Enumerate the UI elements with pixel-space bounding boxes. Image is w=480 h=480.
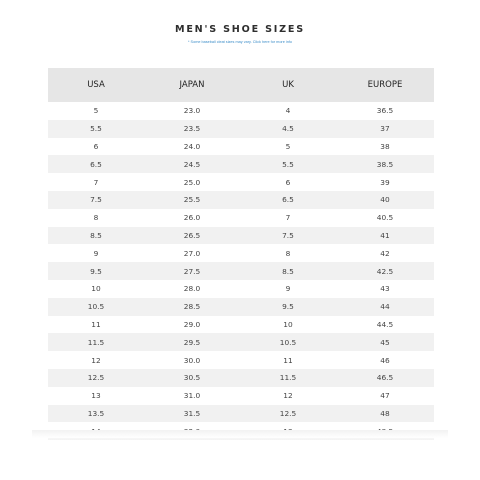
- size-chart-table: [48, 68, 434, 440]
- cell-usa: 11.5: [48, 333, 144, 351]
- cell-usa: 5.5: [48, 120, 144, 138]
- cell-europe: 40.5: [376, 213, 394, 223]
- cell-usa: 10.5: [48, 298, 144, 316]
- table-row: [48, 138, 434, 156]
- table-row: [48, 351, 434, 369]
- table-row: [48, 227, 434, 245]
- table-header: [48, 68, 434, 102]
- table-row: [48, 405, 434, 423]
- table-body: [48, 102, 434, 440]
- cell-japan: 30.5: [144, 369, 240, 387]
- cell-uk: 11: [283, 355, 293, 365]
- cell-europe: 36.5: [376, 106, 394, 116]
- cell-europe: 38: [380, 141, 390, 151]
- header-row: [48, 68, 434, 102]
- table-row: [48, 102, 434, 120]
- cell-europe: 44.5: [376, 319, 394, 329]
- cell-japan: 25.5: [144, 191, 240, 209]
- cell-japan: 28.5: [144, 298, 240, 316]
- cell-japan: 29.0: [183, 319, 201, 329]
- cell-japan: 23.5: [144, 120, 240, 138]
- table-row: [48, 262, 434, 280]
- cell-europe: 44: [336, 298, 434, 316]
- table-row: [48, 120, 434, 138]
- cell-usa: 13: [91, 391, 101, 401]
- cell-japan: 27.5: [144, 262, 240, 280]
- cell-uk: 9: [285, 284, 291, 294]
- cell-uk: 8.5: [240, 262, 336, 280]
- cell-usa: 8: [93, 213, 99, 223]
- table-row: [48, 191, 434, 209]
- cell-europe: 37: [336, 120, 434, 138]
- cell-europe: 46.5: [336, 369, 434, 387]
- page-title: MEN'S SHOE SIZES: [174, 24, 305, 35]
- cell-japan: 31.0: [183, 391, 201, 401]
- table-row: [48, 369, 434, 387]
- cell-europe: 48: [336, 405, 434, 423]
- cell-uk: 8: [285, 248, 291, 258]
- cell-uk: 5: [285, 141, 291, 151]
- column-header-japan: JAPAN: [144, 68, 240, 102]
- cell-japan: 28.0: [183, 284, 201, 294]
- cell-usa: 10: [91, 284, 101, 294]
- cell-europe: 40: [336, 191, 434, 209]
- cell-europe: 42: [380, 248, 390, 258]
- table-row: [48, 209, 434, 227]
- cell-japan: 31.5: [144, 405, 240, 423]
- table-row: [48, 387, 434, 405]
- table-row: [48, 155, 434, 173]
- cell-uk: 6: [285, 177, 291, 187]
- size-chart-table-container: [48, 68, 434, 440]
- table-row: [48, 244, 434, 262]
- cell-uk: 12.5: [240, 405, 336, 423]
- table-row: [48, 333, 434, 351]
- cell-uk: 11.5: [240, 369, 336, 387]
- table-row: [48, 298, 434, 316]
- cell-uk: 9.5: [240, 298, 336, 316]
- cell-europe: 43: [380, 284, 390, 294]
- cell-usa: 5: [93, 106, 99, 116]
- table-row: [48, 173, 434, 191]
- cell-europe: 39: [380, 177, 390, 187]
- cell-usa: 9: [93, 248, 99, 258]
- table-row: [48, 316, 434, 334]
- cell-japan: 30.0: [183, 355, 201, 365]
- cell-japan: 26.0: [183, 213, 201, 223]
- cell-usa: 12.5: [48, 369, 144, 387]
- cell-usa: 7.5: [48, 191, 144, 209]
- cell-uk: 10: [283, 319, 293, 329]
- cleat-size-note-link[interactable]: * Some baseball cleat sizes may vary. Click here for more info: [188, 40, 292, 44]
- cell-europe: 42.5: [336, 262, 434, 280]
- cell-uk: 5.5: [240, 155, 336, 173]
- cell-europe: 45: [336, 333, 434, 351]
- cell-usa: 8.5: [48, 227, 144, 245]
- cell-japan: 25.0: [183, 177, 201, 187]
- cell-japan: 27.0: [183, 248, 201, 258]
- cell-uk: 12: [283, 391, 293, 401]
- cell-usa: 11: [91, 319, 101, 329]
- cell-europe: 41: [336, 227, 434, 245]
- cell-usa: 12: [91, 355, 101, 365]
- cell-uk: 4: [285, 106, 291, 116]
- cell-japan: 23.0: [183, 106, 201, 116]
- table-row: [48, 280, 434, 298]
- cell-uk: 7.5: [240, 227, 336, 245]
- cell-uk: 6.5: [240, 191, 336, 209]
- cell-europe: 47: [380, 391, 390, 401]
- cell-uk: 4.5: [240, 120, 336, 138]
- cell-usa: 6: [93, 141, 99, 151]
- cell-uk: 7: [285, 213, 291, 223]
- cell-usa: 7: [93, 177, 99, 187]
- cell-japan: 29.5: [144, 333, 240, 351]
- column-header-europe: EUROPE: [336, 68, 434, 102]
- cell-usa: 13.5: [48, 405, 144, 423]
- cell-europe: 38.5: [336, 155, 434, 173]
- bottom-fade: [32, 430, 448, 438]
- cell-uk: 10.5: [240, 333, 336, 351]
- column-header-usa: USA: [48, 68, 144, 102]
- cell-japan: 26.5: [144, 227, 240, 245]
- cell-japan: 24.0: [183, 141, 201, 151]
- cell-japan: 24.5: [144, 155, 240, 173]
- cell-usa: 9.5: [48, 262, 144, 280]
- cell-usa: 6.5: [48, 155, 144, 173]
- column-header-uk: UK: [240, 68, 336, 102]
- cell-europe: 46: [380, 355, 390, 365]
